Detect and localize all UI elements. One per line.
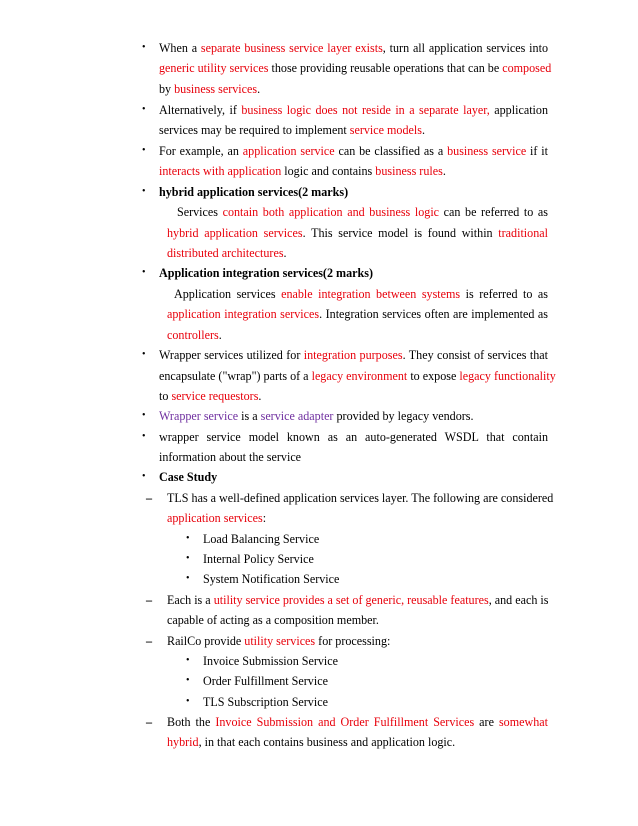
text-run: by bbox=[159, 82, 175, 96]
text-run: to expose bbox=[407, 369, 460, 383]
highlighted-text: business logic does not reside in a separate layer, bbox=[241, 103, 490, 117]
text-run: information about the service bbox=[159, 450, 302, 464]
dash-marker: – bbox=[146, 634, 153, 648]
bullet: • bbox=[186, 655, 190, 666]
bullet: • bbox=[186, 553, 190, 564]
highlighted-text: business rules bbox=[375, 164, 443, 178]
highlighted-text: Invoice Submission and Order Fulfillment Services bbox=[215, 715, 475, 729]
text-run: application bbox=[489, 103, 549, 117]
highlighted-text: controllers bbox=[167, 328, 219, 342]
text-run: services may be required to implement bbox=[159, 123, 350, 137]
text-run: Order Fulfillment Service bbox=[203, 674, 328, 688]
text-run: Both the bbox=[167, 715, 216, 729]
text-line bbox=[159, 369, 556, 383]
bullet: • bbox=[142, 349, 146, 360]
highlighted-text: service models bbox=[349, 123, 422, 137]
text-line bbox=[177, 205, 548, 219]
text-run: Invoice Submission Service bbox=[203, 654, 339, 668]
text-run: . bbox=[421, 123, 425, 137]
highlighted-text: separate business service layer exists bbox=[200, 41, 383, 55]
text-run: can be classified as a bbox=[334, 144, 448, 158]
text-line bbox=[159, 389, 261, 403]
text-run: are bbox=[474, 715, 499, 729]
sub-list-item bbox=[186, 695, 328, 709]
text-run: When a bbox=[159, 41, 201, 55]
highlighted-text: composed bbox=[502, 61, 552, 75]
text-run: for processing: bbox=[315, 634, 391, 648]
text-run: . They consist of services that bbox=[402, 348, 548, 362]
text-run: those providing reusable operations that can be bbox=[268, 61, 503, 75]
text-line bbox=[142, 348, 548, 362]
bullet: • bbox=[186, 696, 190, 707]
text-run: provided by legacy vendors. bbox=[333, 409, 474, 423]
highlighted-text: generic utility services bbox=[159, 61, 269, 75]
sub-list-item bbox=[186, 552, 314, 566]
bullet: • bbox=[142, 471, 146, 482]
highlighted-text: service requestors bbox=[171, 389, 259, 403]
bullet: • bbox=[142, 186, 146, 197]
highlighted-text: utility services bbox=[244, 634, 316, 648]
text-run: , turn all application services into bbox=[382, 41, 548, 55]
highlighted-text: integration purposes bbox=[303, 348, 403, 362]
text-run: logic and contains bbox=[281, 164, 376, 178]
text-run: RailCo provide bbox=[167, 634, 245, 648]
highlighted-text: interacts with application bbox=[159, 164, 282, 178]
highlighted-text: hybrid bbox=[167, 735, 199, 749]
text-run: encapsulate ("wrap") parts of a bbox=[159, 369, 312, 383]
text-line bbox=[159, 164, 446, 178]
text-run: . bbox=[218, 328, 222, 342]
text-run: Each is a bbox=[167, 593, 214, 607]
text-run: Load Balancing Service bbox=[203, 532, 320, 546]
sub-list-item bbox=[186, 674, 328, 688]
bullet: • bbox=[186, 675, 190, 686]
text-line bbox=[167, 511, 266, 525]
heading-text: hybrid application services(2 marks) bbox=[159, 185, 349, 199]
highlighted-text: application integration services bbox=[167, 307, 320, 321]
highlighted-text: hybrid application services bbox=[167, 226, 303, 240]
text-run: if it bbox=[526, 144, 549, 158]
heading-text: Application integration services(2 marks) bbox=[159, 266, 373, 280]
highlighted-text: distributed architectures bbox=[167, 246, 284, 260]
text-run: Wrapper services utilized for bbox=[159, 348, 304, 362]
bullet: • bbox=[142, 104, 146, 115]
bullet: • bbox=[186, 533, 190, 544]
highlighted-text: somewhat bbox=[498, 715, 549, 729]
sub-list-item bbox=[186, 572, 340, 586]
bullet: • bbox=[142, 267, 146, 278]
sub-list-item bbox=[186, 654, 339, 668]
heading-text: Case Study bbox=[159, 470, 218, 484]
text-run: . bbox=[283, 246, 287, 260]
bullet: • bbox=[142, 145, 146, 156]
section-heading bbox=[142, 470, 218, 484]
text-run: capable of acting as a composition member. bbox=[167, 613, 379, 627]
text-run: Application services bbox=[174, 287, 282, 301]
text-run: For example, an bbox=[159, 144, 243, 158]
highlighted-text: Wrapper service bbox=[159, 409, 239, 423]
text-line bbox=[174, 287, 548, 301]
highlighted-text: contain both application and business logic bbox=[222, 205, 440, 219]
text-line bbox=[159, 450, 301, 464]
text-run: . This service model is found within bbox=[302, 226, 499, 240]
text-run: is a bbox=[238, 409, 261, 423]
text-line bbox=[142, 430, 548, 444]
dash-marker: – bbox=[146, 715, 153, 729]
highlighted-text: application service bbox=[242, 144, 335, 158]
section-heading bbox=[142, 185, 349, 199]
highlighted-text: utility service provides a set of generic, reusable features bbox=[213, 593, 489, 607]
text-run: can be referred to as bbox=[439, 205, 548, 219]
sub-list-item bbox=[186, 532, 320, 546]
text-line bbox=[142, 41, 548, 55]
bullet: • bbox=[186, 573, 190, 584]
text-line bbox=[167, 246, 287, 260]
highlighted-text: service adapter bbox=[260, 409, 334, 423]
text-run: System Notification Service bbox=[203, 572, 340, 586]
bullet: • bbox=[142, 410, 146, 421]
highlighted-text: enable integration between systems bbox=[281, 287, 461, 301]
text-run: . bbox=[442, 164, 446, 178]
text-line bbox=[167, 735, 455, 749]
text-line bbox=[142, 103, 549, 117]
text-line bbox=[159, 123, 425, 137]
dash-marker: – bbox=[146, 593, 153, 607]
text-run: . bbox=[257, 82, 261, 96]
text-run: Services bbox=[177, 205, 223, 219]
text-run: Internal Policy Service bbox=[203, 552, 314, 566]
text-run: is referred to as bbox=[460, 287, 548, 301]
text-run: . bbox=[258, 389, 262, 403]
bullet: • bbox=[142, 431, 146, 442]
text-line bbox=[146, 715, 549, 729]
text-run: wrapper service model known as an auto-generated WSDL that contain bbox=[159, 430, 548, 444]
highlighted-text: business services bbox=[174, 82, 258, 96]
text-line bbox=[167, 226, 548, 240]
text-run: , and each is bbox=[488, 593, 549, 607]
text-line bbox=[146, 593, 549, 607]
text-run: to bbox=[159, 389, 172, 403]
text-line bbox=[146, 634, 391, 648]
text-line bbox=[159, 82, 260, 96]
text-run: TLS has a well-defined application services layer. The following are considered bbox=[167, 491, 554, 505]
text-run: Alternatively, if bbox=[159, 103, 242, 117]
text-run: , in that each contains business and application logic. bbox=[198, 735, 456, 749]
text-line bbox=[159, 61, 552, 75]
text-line bbox=[167, 613, 379, 627]
dash-marker: – bbox=[146, 491, 153, 505]
text-line bbox=[142, 144, 549, 158]
text-run: . Integration services often are implemented as bbox=[319, 307, 548, 321]
highlighted-text: business service bbox=[447, 144, 527, 158]
text-line bbox=[167, 328, 222, 342]
text-run: : bbox=[262, 511, 267, 525]
text-line bbox=[146, 491, 554, 505]
highlighted-text: legacy environment bbox=[311, 369, 408, 383]
text-line bbox=[142, 409, 474, 423]
highlighted-text: application services bbox=[167, 511, 263, 525]
highlighted-text: traditional bbox=[498, 226, 548, 240]
text-line bbox=[167, 307, 548, 321]
section-heading bbox=[142, 266, 373, 280]
text-run: TLS Subscription Service bbox=[203, 695, 328, 709]
highlighted-text: legacy functionality bbox=[459, 369, 556, 383]
bullet: • bbox=[142, 42, 146, 53]
